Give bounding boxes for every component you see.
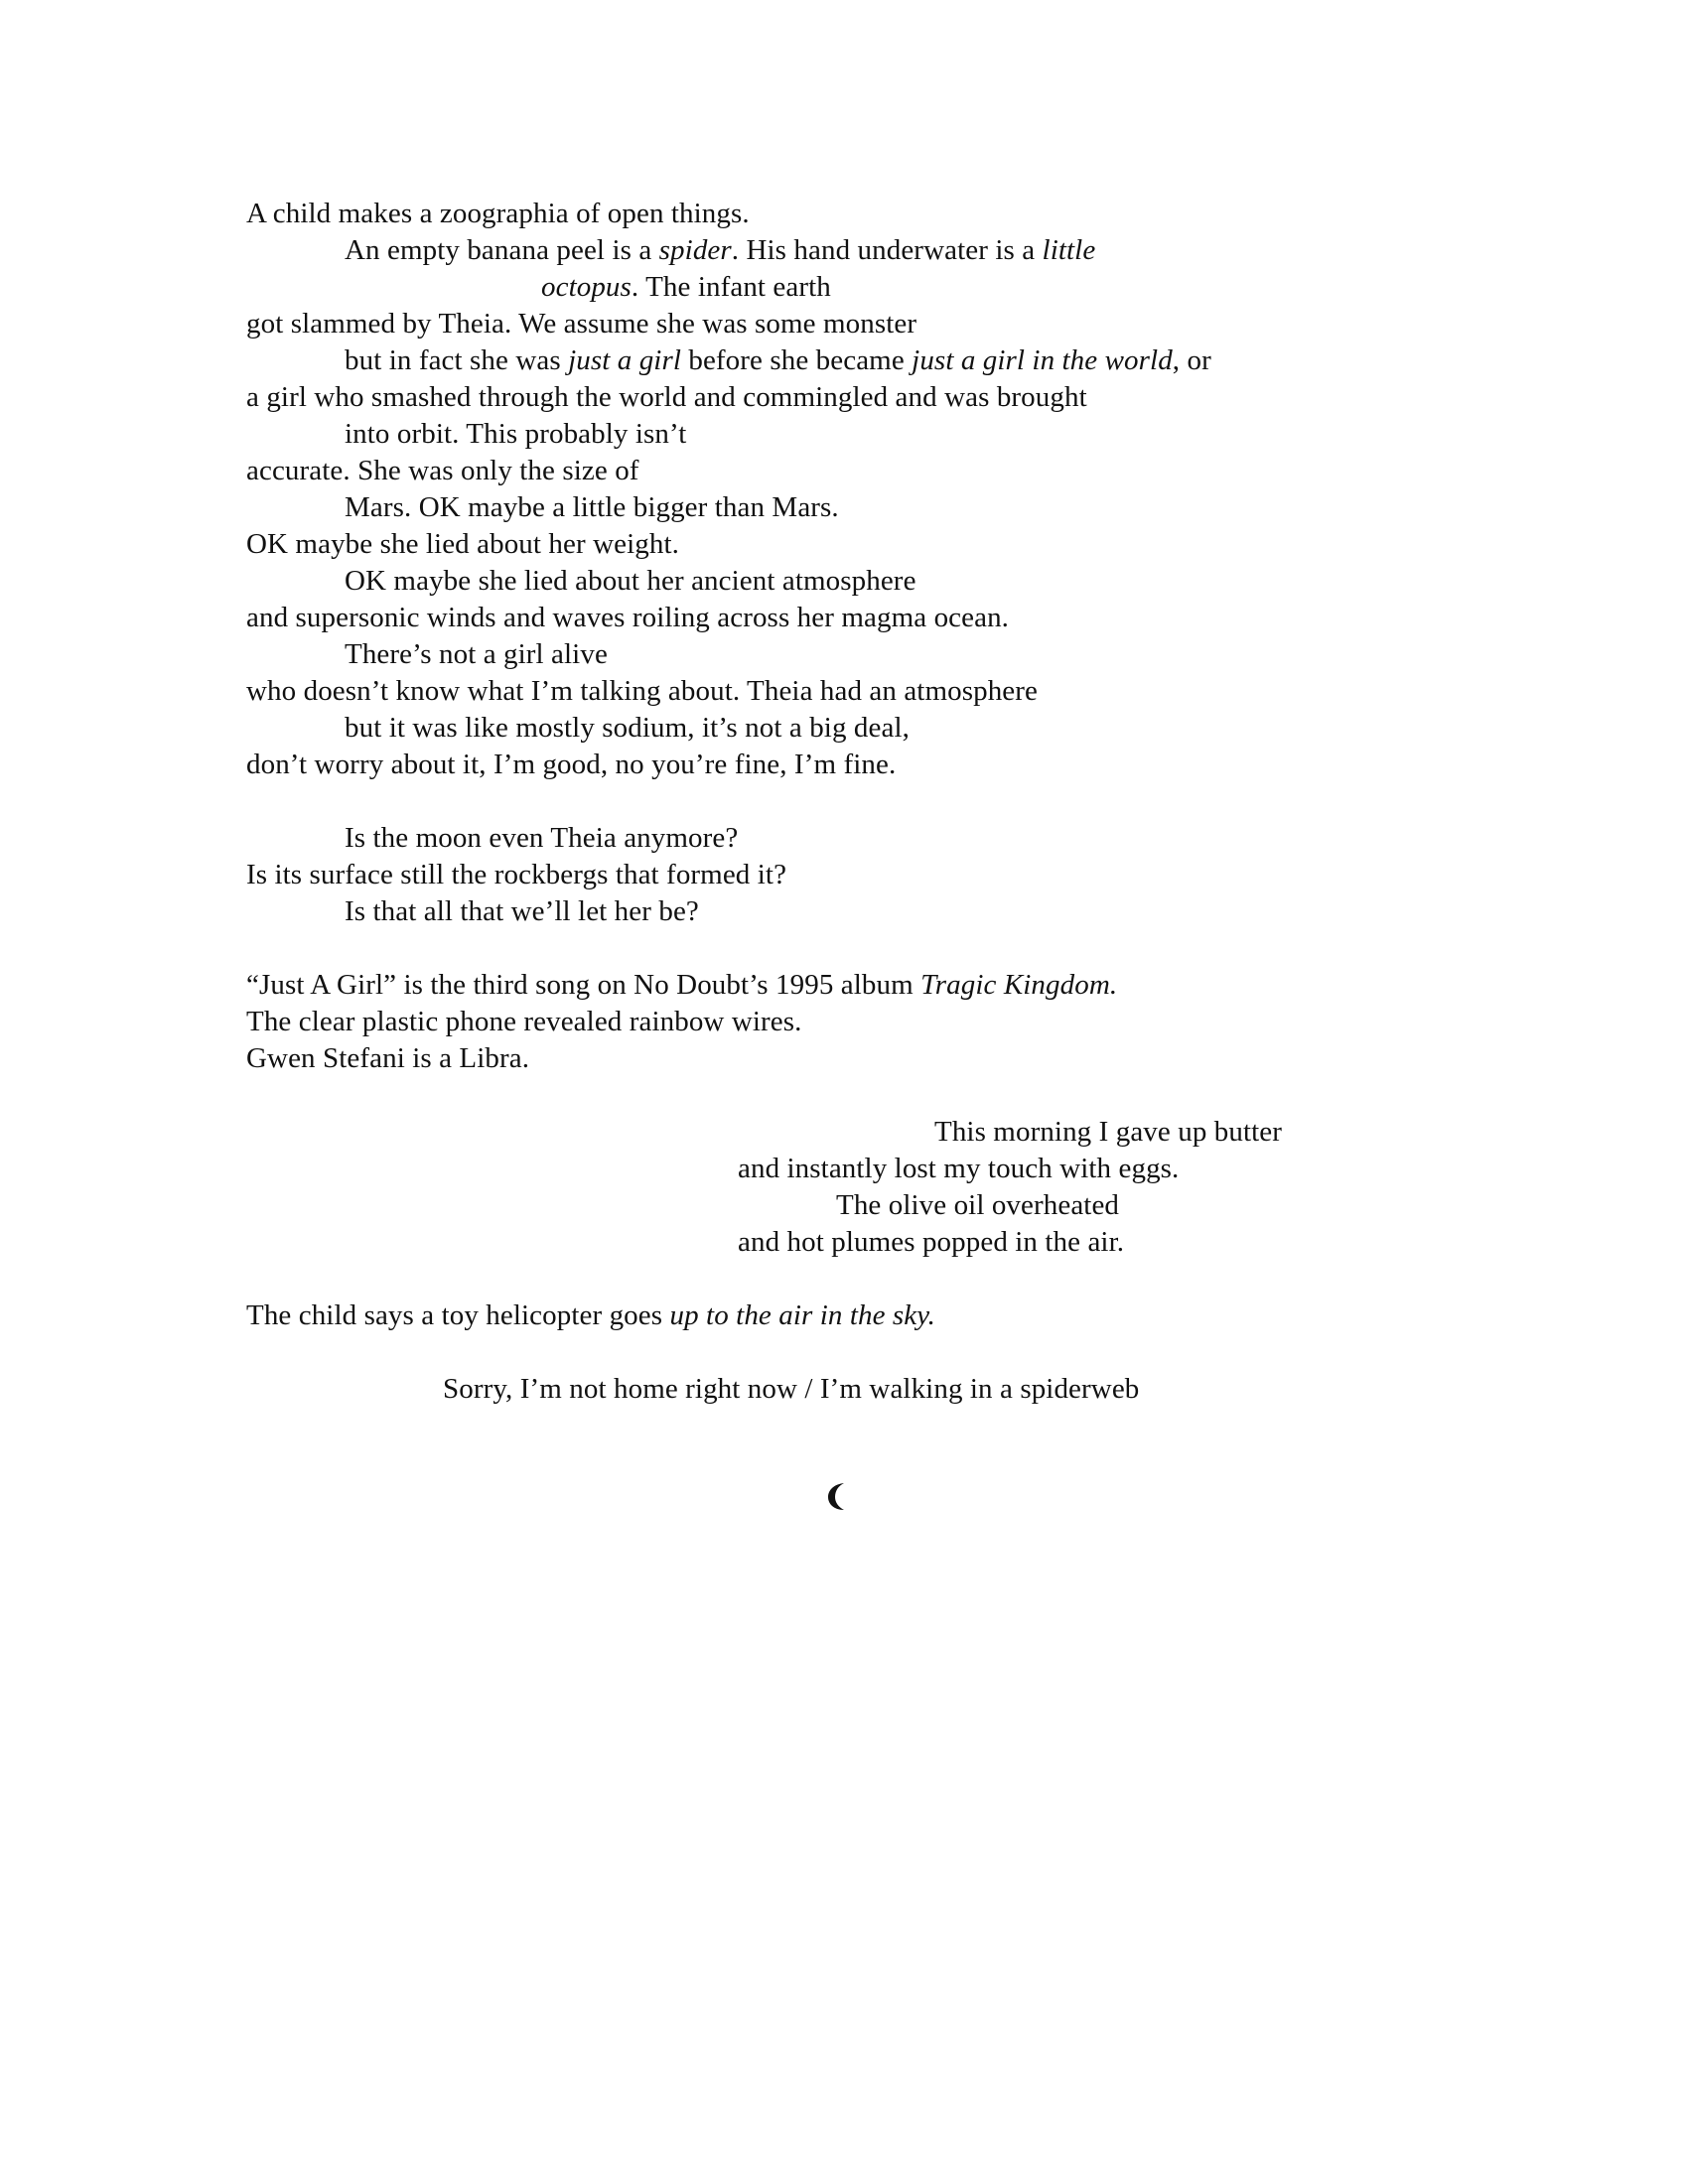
- line-text: who doesn’t know what I’m talking about. Theia had an atmosphere: [246, 675, 1039, 707]
- poem-line: [246, 306, 916, 342]
- poem-line: [246, 673, 1038, 710]
- line-text: Mars. OK maybe a little bigger than Mars.: [345, 491, 839, 523]
- poem-line: [345, 563, 916, 600]
- poem-line: [246, 453, 639, 489]
- line-text: OK maybe she lied about her weight.: [246, 528, 679, 560]
- line-text: Is that all that we’ll let her be?: [345, 895, 699, 927]
- line-text: OK maybe she lied about her ancient atmosphere: [345, 565, 916, 597]
- line-text: accurate. She was only the size of: [246, 455, 639, 486]
- poem-line: [738, 1224, 1124, 1261]
- poem-line: [246, 196, 750, 232]
- poem-line: [541, 269, 831, 306]
- poem-line: [345, 636, 608, 673]
- line-text: An empty banana peel is a: [345, 234, 659, 266]
- poem-line: [345, 416, 686, 453]
- line-text: a girl who smashed through the world and commingled and was brought: [246, 381, 1087, 413]
- poem-line: [246, 526, 679, 563]
- line-text: but it was like mostly sodium, it’s not a big deal,: [345, 712, 910, 744]
- line-text: before she became: [681, 344, 913, 376]
- poem-line: [246, 600, 1009, 636]
- line-text: Gwen Stefani is a Libra.: [246, 1042, 530, 1074]
- line-text: don’t worry about it, I’m good, no you’re fine, I’m fine.: [246, 749, 897, 780]
- line-text-italic: just a girl: [568, 344, 681, 376]
- line-text: . His hand underwater is a: [731, 234, 1043, 266]
- line-text: but in fact she was: [345, 344, 569, 376]
- line-text: “Just A Girl” is the third song on No Doubt’s 1995 album: [246, 969, 921, 1001]
- poem-line: [345, 820, 738, 857]
- line-text: The clear plastic phone revealed rainbow wires.: [246, 1006, 802, 1037]
- crescent-moon-icon: [822, 1479, 856, 1513]
- poem-line: [443, 1371, 1139, 1408]
- line-text: , or: [1172, 344, 1211, 376]
- poem-line: [246, 857, 786, 893]
- line-text: The olive oil overheated: [836, 1189, 1120, 1221]
- poem-line: [246, 1297, 935, 1334]
- line-text: Sorry, I’m not home right now / I’m walking in a spiderweb: [443, 1373, 1140, 1405]
- poem-line: [246, 379, 1087, 416]
- line-text: A child makes a zoographia of open things.: [246, 198, 750, 229]
- poem-line: [246, 1004, 801, 1040]
- line-text: There’s not a girl alive: [345, 638, 608, 670]
- line-text: got slammed by Theia. We assume she was some monster: [246, 308, 917, 340]
- line-text: and hot plumes popped in the air.: [738, 1226, 1125, 1258]
- line-text-italic: spider: [658, 234, 732, 266]
- line-text-italic: up to the air in the sky.: [669, 1299, 935, 1331]
- line-text: Is its surface still the rockbergs that formed it?: [246, 859, 787, 890]
- poem-line: [738, 1151, 1179, 1187]
- line-text: Is the moon even Theia anymore?: [345, 822, 739, 854]
- line-text-italic: little: [1042, 234, 1096, 266]
- poem-line: [246, 1040, 529, 1077]
- line-text: and supersonic winds and waves roiling across her magma ocean.: [246, 602, 1010, 633]
- poem-line: [246, 967, 1117, 1004]
- line-text: This morning I gave up butter: [934, 1116, 1283, 1148]
- poem-line: [934, 1114, 1282, 1151]
- line-text: The child says a toy helicopter goes: [246, 1299, 670, 1331]
- line-text: into orbit. This probably isn’t: [345, 418, 687, 450]
- poem-line: [345, 489, 839, 526]
- poem-line: [836, 1187, 1119, 1224]
- line-text-italic: octopus: [541, 271, 632, 303]
- line-text: and instantly lost my touch with eggs.: [738, 1153, 1180, 1184]
- line-text-italic: just a girl in the world: [912, 344, 1173, 376]
- poem-line: [246, 747, 896, 783]
- poem-line: [345, 893, 699, 930]
- line-text-italic: Tragic Kingdom.: [920, 969, 1118, 1001]
- poem-line: [345, 710, 910, 747]
- line-text: . The infant earth: [631, 271, 831, 303]
- poem-line: [345, 342, 1211, 379]
- poem-line: [345, 232, 1095, 269]
